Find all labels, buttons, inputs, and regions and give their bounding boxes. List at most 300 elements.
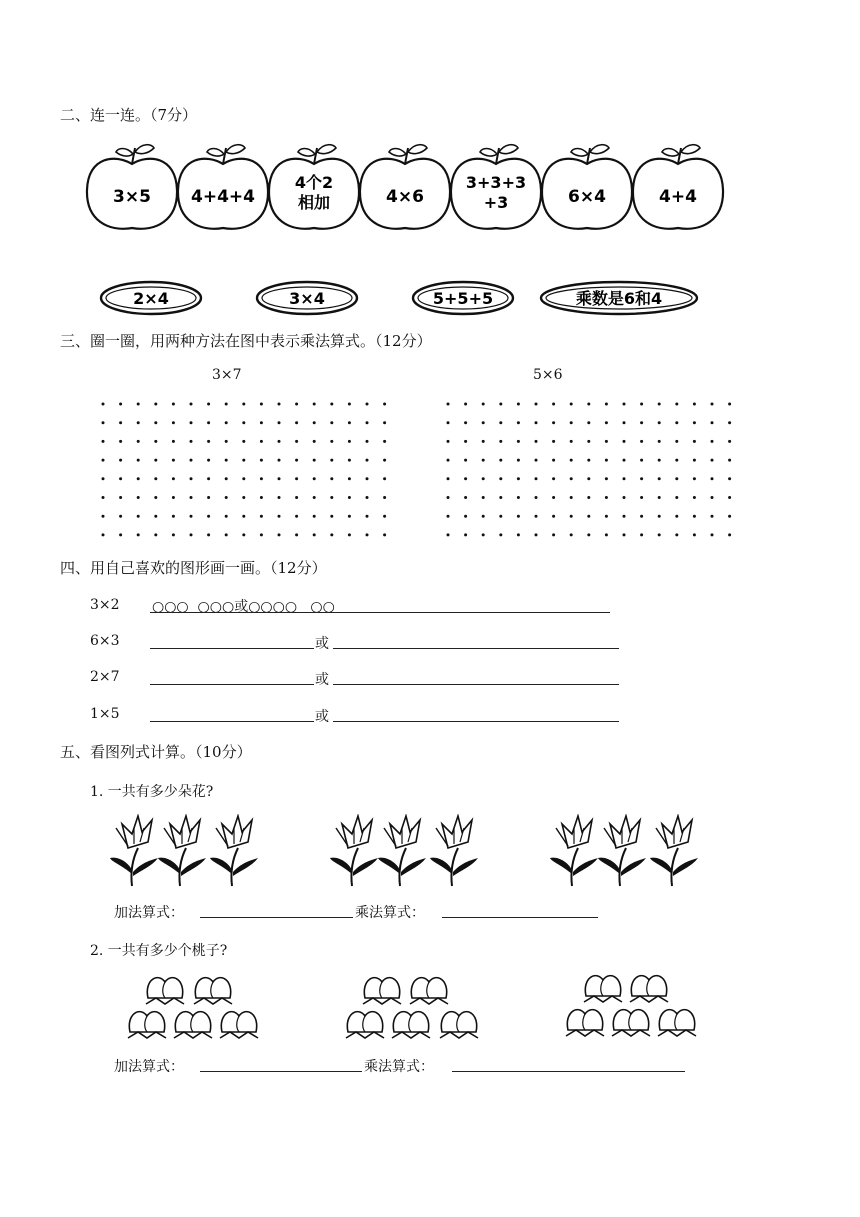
flower-icon [550, 816, 598, 886]
grid-dot [693, 421, 696, 424]
apple-label: 6×4 [568, 187, 606, 207]
grid-dot [728, 403, 731, 406]
grid-dot [119, 477, 122, 480]
grid-dot [570, 459, 573, 462]
grid-dot [605, 421, 608, 424]
grid-dot [348, 477, 351, 480]
grid-dot [154, 421, 157, 424]
grid-dot [190, 403, 193, 406]
grid-dot [535, 477, 538, 480]
grid-dot [242, 403, 245, 406]
grid-dot [330, 421, 333, 424]
grid-dot [711, 440, 714, 443]
apple-card[interactable] [633, 145, 723, 229]
grid-dot [605, 403, 608, 406]
grid-dot [137, 477, 140, 480]
peach-icon [174, 1012, 212, 1038]
grid-dot [313, 515, 316, 518]
peach-icon [566, 1010, 604, 1036]
grid-dot [605, 515, 608, 518]
grid-dot [330, 515, 333, 518]
draw-row-4-line-a[interactable] [150, 721, 314, 722]
grid-dot [225, 496, 228, 499]
q2-mul-line[interactable] [452, 1071, 685, 1072]
grid-dot [330, 440, 333, 443]
draw-row-4-or: 或 [315, 709, 329, 725]
grid-dot [535, 459, 538, 462]
grid-dot [464, 533, 467, 536]
grid-dot [517, 533, 520, 536]
grid-dot [383, 496, 386, 499]
grid-dot [102, 515, 105, 518]
grid-dot [366, 459, 369, 462]
oval-label: 5+5+5 [432, 289, 494, 308]
draw-row-1-example: ○○○ ○○○或○○○○ ○○ [152, 599, 335, 615]
grid-dot [366, 421, 369, 424]
grid-dot [137, 403, 140, 406]
grid-dot [693, 403, 696, 406]
grid-dot [693, 515, 696, 518]
grid-dot [517, 421, 520, 424]
grid-dot [207, 477, 210, 480]
grid-dot [587, 459, 590, 462]
grid-dot [383, 533, 386, 536]
grid-dot [587, 403, 590, 406]
grid-dot [102, 459, 105, 462]
grid-dot [517, 477, 520, 480]
section-3-heading: 三、圈一圈，用两种方法在图中表示乘法算式。（12分） [60, 332, 432, 350]
grid-dot [383, 459, 386, 462]
grid-dot [447, 533, 450, 536]
grid-dot [207, 421, 210, 424]
grid-dot [587, 440, 590, 443]
oval-label: 2×4 [133, 289, 169, 308]
q2-title: 2. 一共有多少个桃子? [90, 943, 228, 959]
q1-add-line[interactable] [200, 917, 353, 918]
apple-card[interactable] [269, 145, 359, 229]
dot-grid-left-label: 3×7 [212, 367, 242, 383]
grid-dot [348, 496, 351, 499]
grid-dot [535, 533, 538, 536]
grid-dot [640, 496, 643, 499]
grid-dot [464, 403, 467, 406]
apple-label: 3×5 [113, 187, 151, 207]
grid-dot [675, 477, 678, 480]
apple-card[interactable] [451, 145, 541, 229]
grid-dot [190, 496, 193, 499]
grid-dot [535, 496, 538, 499]
grid-dot [658, 477, 661, 480]
apple-label: 相加 [297, 193, 331, 212]
grid-dot [605, 533, 608, 536]
grid-dot [295, 496, 298, 499]
draw-row-1-expr: 3×2 [90, 597, 120, 613]
grid-dot [570, 496, 573, 499]
grid-dot [552, 421, 555, 424]
grid-dot [102, 403, 105, 406]
grid-dot [225, 515, 228, 518]
grid-dot [499, 496, 502, 499]
grid-dot [693, 533, 696, 536]
dot-grid-right[interactable] [440, 396, 740, 544]
grid-dot [225, 477, 228, 480]
grid-dot [570, 477, 573, 480]
grid-dot [242, 515, 245, 518]
grid-dot [295, 533, 298, 536]
peach-icon [363, 978, 401, 1004]
flower-icon [378, 816, 426, 886]
oval-card[interactable] [413, 282, 513, 314]
draw-row-2-expr: 6×3 [90, 633, 120, 649]
peach-icon [410, 978, 448, 1004]
peach-icon [346, 1012, 384, 1038]
grid-dot [640, 440, 643, 443]
grid-dot [260, 477, 263, 480]
apple-label: +3 [483, 193, 509, 212]
grid-dot [482, 440, 485, 443]
apple-card[interactable] [360, 145, 450, 229]
grid-dot [658, 403, 661, 406]
draw-row-3-or: 或 [315, 672, 329, 688]
grid-dot [464, 459, 467, 462]
grid-dot [207, 496, 210, 499]
grid-dot [119, 421, 122, 424]
grid-dot [154, 515, 157, 518]
grid-dot [207, 440, 210, 443]
dot-grid-left[interactable] [95, 396, 395, 544]
grid-dot [225, 533, 228, 536]
grid-dot [295, 421, 298, 424]
grid-dot [711, 403, 714, 406]
grid-dot [658, 440, 661, 443]
grid-dot [330, 403, 333, 406]
apple-card[interactable] [542, 145, 632, 229]
draw-row-2-or: 或 [315, 636, 329, 652]
grid-dot [552, 515, 555, 518]
grid-dot [172, 403, 175, 406]
grid-dot [728, 477, 731, 480]
grid-dot [658, 515, 661, 518]
flower-icon [330, 816, 378, 886]
grid-dot [499, 533, 502, 536]
grid-dot [623, 515, 626, 518]
grid-dot [295, 477, 298, 480]
grid-dot [190, 440, 193, 443]
grid-dot [535, 421, 538, 424]
grid-dot [447, 440, 450, 443]
grid-dot [570, 403, 573, 406]
grid-dot [517, 440, 520, 443]
grid-dot [623, 403, 626, 406]
grid-dot [499, 515, 502, 518]
grid-dot [154, 459, 157, 462]
grid-dot [587, 515, 590, 518]
oval-label: 乘数是6和4 [575, 289, 663, 308]
peach-icon [194, 978, 232, 1004]
grid-dot [693, 459, 696, 462]
grid-dot [552, 477, 555, 480]
grid-dot [570, 421, 573, 424]
peach-icon [128, 1012, 166, 1038]
grid-dot [348, 403, 351, 406]
apples-row [85, 140, 745, 240]
grid-dot [482, 533, 485, 536]
grid-dot [587, 496, 590, 499]
grid-dot [383, 515, 386, 518]
peach-icon [584, 976, 622, 1002]
grid-dot [535, 403, 538, 406]
ovals-row [85, 278, 745, 322]
grid-dot [447, 496, 450, 499]
grid-dot [137, 533, 140, 536]
draw-row-4-line-b[interactable] [333, 721, 619, 722]
draw-row-2-line-b[interactable] [333, 648, 619, 649]
grid-dot [348, 440, 351, 443]
grid-dot [623, 421, 626, 424]
apple-card[interactable] [178, 145, 268, 229]
grid-dot [675, 421, 678, 424]
grid-dot [517, 459, 520, 462]
grid-dot [447, 421, 450, 424]
flower-icon [158, 816, 206, 886]
grid-dot [499, 403, 502, 406]
grid-dot [190, 459, 193, 462]
grid-dot [587, 477, 590, 480]
grid-dot [348, 533, 351, 536]
grid-dot [570, 533, 573, 536]
grid-dot [260, 515, 263, 518]
peach-icon [612, 1010, 650, 1036]
grid-dot [278, 533, 281, 536]
grid-dot [658, 533, 661, 536]
flower-icon [598, 816, 646, 886]
grid-dot [366, 403, 369, 406]
grid-dot [313, 403, 316, 406]
grid-dot [499, 421, 502, 424]
grid-dot [693, 477, 696, 480]
grid-dot [728, 496, 731, 499]
grid-dot [482, 496, 485, 499]
grid-dot [207, 459, 210, 462]
oval-card[interactable] [101, 282, 201, 314]
section-5-heading: 五、看图列式计算。（10分） [60, 743, 252, 761]
grid-dot [190, 515, 193, 518]
grid-dot [137, 421, 140, 424]
grid-dot [330, 496, 333, 499]
grid-dot [172, 515, 175, 518]
grid-dot [295, 440, 298, 443]
peach-icon [658, 1010, 696, 1036]
grid-dot [278, 440, 281, 443]
grid-dot [711, 515, 714, 518]
grid-dot [570, 515, 573, 518]
grid-dot [260, 403, 263, 406]
grid-dot [675, 403, 678, 406]
grid-dot [242, 496, 245, 499]
grid-dot [447, 515, 450, 518]
q2-add-line[interactable] [200, 1071, 362, 1072]
grid-dot [640, 459, 643, 462]
grid-dot [313, 477, 316, 480]
grid-dot [711, 459, 714, 462]
grid-dot [383, 421, 386, 424]
apple-card[interactable] [87, 145, 177, 229]
grid-dot [728, 459, 731, 462]
grid-dot [587, 533, 590, 536]
grid-dot [711, 533, 714, 536]
grid-dot [330, 459, 333, 462]
grid-dot [119, 440, 122, 443]
grid-dot [658, 459, 661, 462]
grid-dot [154, 477, 157, 480]
grid-dot [119, 533, 122, 536]
grid-dot [137, 496, 140, 499]
grid-dot [447, 459, 450, 462]
grid-dot [278, 477, 281, 480]
grid-dot [190, 421, 193, 424]
grid-dot [348, 421, 351, 424]
peach-icon [440, 1012, 478, 1038]
grid-dot [383, 403, 386, 406]
q1-mul-line[interactable] [442, 917, 598, 918]
grid-dot [383, 440, 386, 443]
grid-dot [102, 533, 105, 536]
grid-dot [172, 496, 175, 499]
grid-dot [552, 533, 555, 536]
grid-dot [295, 515, 298, 518]
grid-dot [295, 459, 298, 462]
grid-dot [675, 440, 678, 443]
grid-dot [242, 421, 245, 424]
draw-row-3-line-a[interactable] [150, 684, 314, 685]
grid-dot [137, 440, 140, 443]
grid-dot [640, 533, 643, 536]
grid-dot [172, 440, 175, 443]
grid-dot [623, 496, 626, 499]
dot-grid-right-label: 5×6 [533, 367, 563, 383]
grid-dot [225, 459, 228, 462]
grid-dot [225, 421, 228, 424]
peach-icon [220, 1012, 258, 1038]
grid-dot [278, 459, 281, 462]
grid-dot [570, 440, 573, 443]
grid-dot [172, 477, 175, 480]
apple-label: 4+4 [659, 187, 697, 207]
grid-dot [119, 403, 122, 406]
grid-dot [260, 533, 263, 536]
grid-dot [728, 515, 731, 518]
grid-dot [623, 477, 626, 480]
grid-dot [640, 403, 643, 406]
grid-dot [728, 421, 731, 424]
grid-dot [207, 533, 210, 536]
grid-dot [366, 496, 369, 499]
grid-dot [295, 403, 298, 406]
grid-dot [348, 515, 351, 518]
peach-icon [146, 978, 184, 1004]
section-2-heading: 二、连一连。（7分） [60, 106, 198, 124]
grid-dot [623, 459, 626, 462]
grid-dot [605, 440, 608, 443]
grid-dot [711, 477, 714, 480]
grid-dot [482, 515, 485, 518]
grid-dot [693, 440, 696, 443]
flowers-illustration [110, 814, 720, 890]
peach-icon [630, 976, 668, 1002]
oval-label: 3×4 [289, 289, 325, 308]
draw-row-1-line[interactable] [150, 612, 610, 613]
peach-icon [392, 1012, 430, 1038]
grid-dot [482, 477, 485, 480]
grid-dot [119, 459, 122, 462]
apple-label: 3+3+3 [465, 173, 527, 192]
grid-dot [658, 421, 661, 424]
q1-add-label: 加法算式： [114, 905, 184, 921]
q2-add-label: 加法算式： [114, 1059, 184, 1075]
grid-dot [482, 403, 485, 406]
grid-dot [366, 440, 369, 443]
grid-dot [278, 403, 281, 406]
grid-dot [190, 477, 193, 480]
grid-dot [517, 496, 520, 499]
grid-dot [366, 515, 369, 518]
grid-dot [728, 440, 731, 443]
grid-dot [383, 477, 386, 480]
grid-dot [242, 533, 245, 536]
grid-dot [605, 477, 608, 480]
grid-dot [605, 459, 608, 462]
grid-dot [278, 496, 281, 499]
grid-dot [137, 459, 140, 462]
grid-dot [313, 440, 316, 443]
grid-dot [313, 459, 316, 462]
grid-dot [278, 421, 281, 424]
grid-dot [623, 440, 626, 443]
grid-dot [313, 533, 316, 536]
draw-row-2-line-a[interactable] [150, 648, 314, 649]
oval-card[interactable] [257, 282, 357, 314]
grid-dot [482, 421, 485, 424]
section-4-heading: 四、用自己喜欢的图形画一画。（12分） [60, 559, 327, 577]
grid-dot [587, 421, 590, 424]
grid-dot [225, 440, 228, 443]
grid-dot [447, 403, 450, 406]
grid-dot [102, 440, 105, 443]
grid-dot [640, 421, 643, 424]
grid-dot [102, 477, 105, 480]
grid-dot [119, 515, 122, 518]
grid-dot [102, 496, 105, 499]
grid-dot [552, 459, 555, 462]
grid-dot [552, 440, 555, 443]
grid-dot [464, 496, 467, 499]
oval-card[interactable] [541, 282, 697, 314]
grid-dot [172, 533, 175, 536]
draw-row-3-line-b[interactable] [333, 684, 619, 685]
grid-dot [658, 496, 661, 499]
grid-dot [366, 533, 369, 536]
grid-dot [499, 440, 502, 443]
flower-icon [210, 816, 258, 886]
grid-dot [675, 496, 678, 499]
grid-dot [482, 459, 485, 462]
draw-row-4-expr: 1×5 [90, 706, 120, 722]
grid-dot [330, 477, 333, 480]
q2-mul-label: 乘法算式： [364, 1059, 434, 1075]
grid-dot [172, 459, 175, 462]
grid-dot [464, 515, 467, 518]
grid-dot [447, 477, 450, 480]
